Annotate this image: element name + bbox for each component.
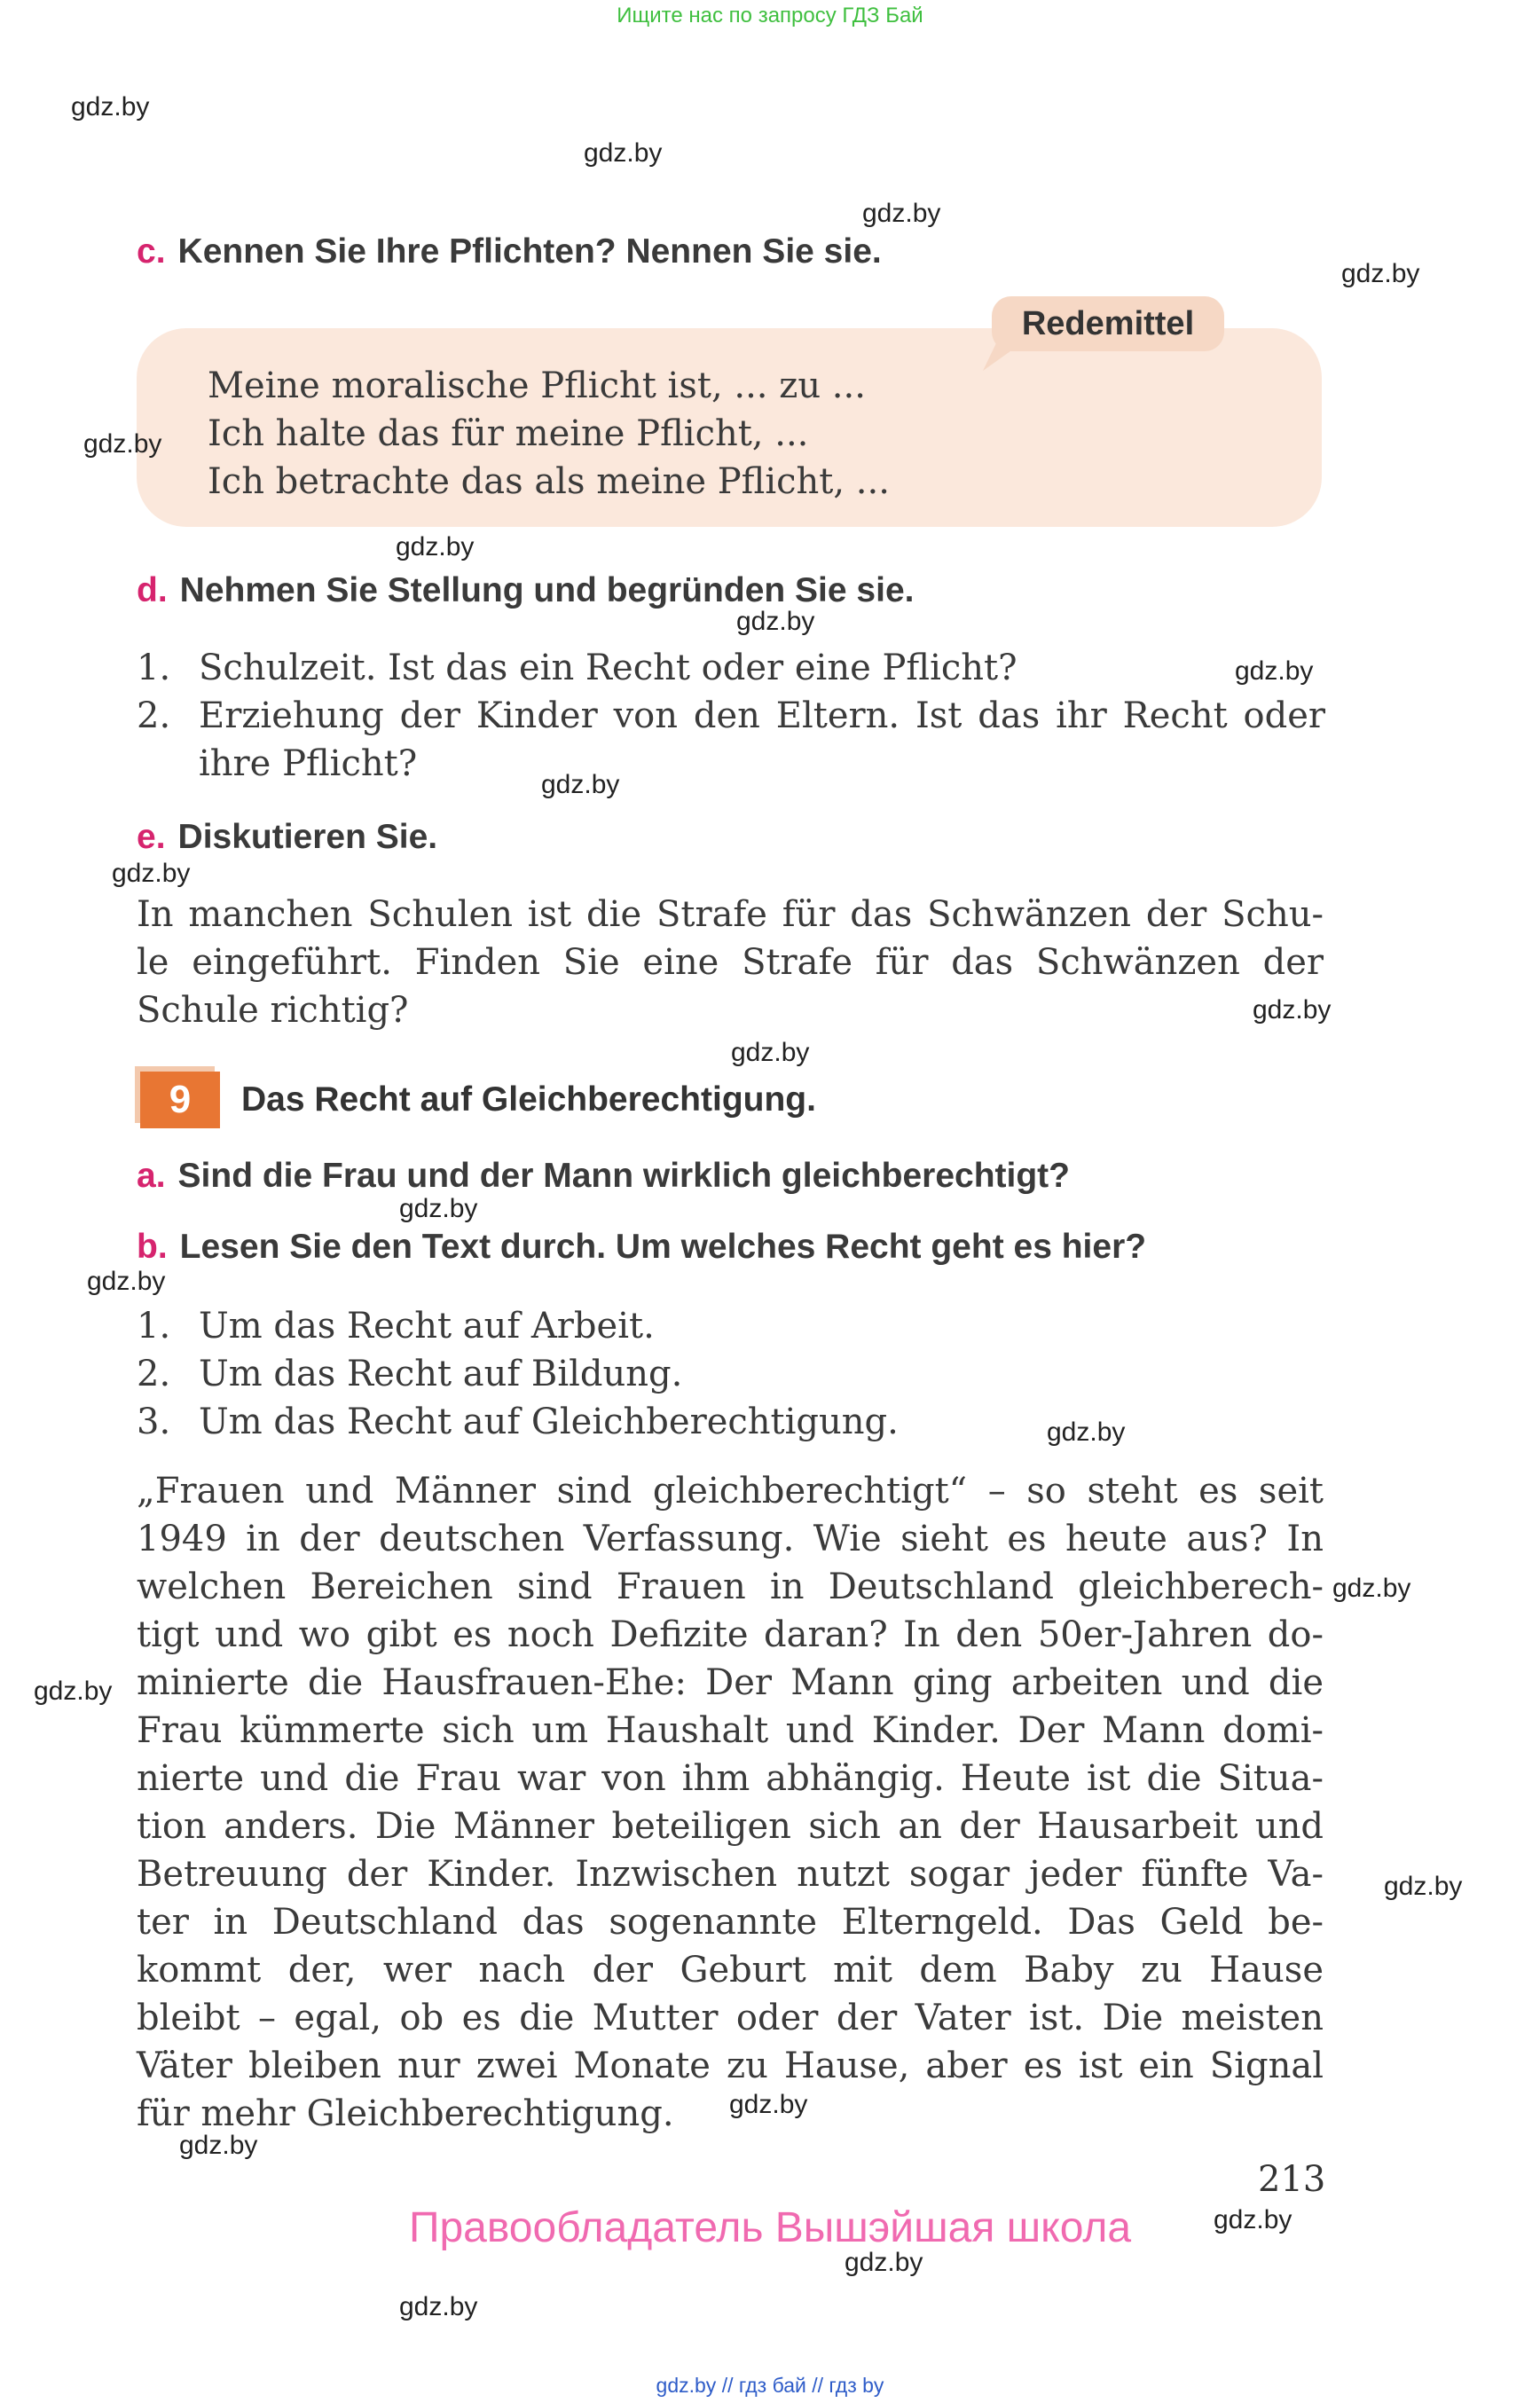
watermark: gdz.by (541, 770, 620, 799)
watermark: gdz.by (71, 92, 150, 122)
list-text: Schulzeit. Ist das ein Recht oder eine Pflicht? (199, 648, 1018, 688)
redemittel-lines (208, 362, 1272, 506)
paragraph-line: nierte und die Frau war von ihm abhängig. Heute ist die Situa- (137, 1758, 1324, 1799)
list-item (137, 1398, 1325, 1446)
paragraph-line: Schule richtig? (137, 990, 409, 1031)
task-text: Nehmen Sie Stellung und begründen Sie sie. (179, 571, 915, 609)
list-number: 2. (137, 1354, 171, 1394)
paragraph-line: le eingeführt. Finden Sie eine Strafe für das Schwänzen der (137, 942, 1324, 983)
task-letter: b. (137, 1228, 168, 1266)
top-banner: Ищите нас по запросу ГДЗ Бай (617, 4, 923, 27)
task-e (137, 818, 437, 857)
list-item (137, 644, 1325, 692)
paragraph-line: „Frauen und Männer sind gleichberechtigt“ – so steht es seit (137, 1471, 1324, 1512)
exercise9-text (137, 1467, 1324, 2138)
watermark: gdz.by (1384, 1872, 1463, 1901)
list-number: 1. (137, 1306, 171, 1347)
list-item (137, 1302, 1325, 1350)
exercise-number-badge: 9 (140, 1072, 220, 1128)
watermark: gdz.by (83, 429, 162, 459)
redemittel-label: Redemittel (992, 296, 1224, 351)
paragraph-line: tigt und wo gibt es noch Defizite daran? In den 50er-Jahren do- (137, 1614, 1324, 1655)
task-letter: c. (137, 232, 166, 271)
redemittel-line: Ich betrachte das als meine Pflicht, ... (208, 461, 890, 502)
task-c (137, 232, 882, 271)
footer-links[interactable]: gdz.by // гдз бай // гдз by (656, 2374, 884, 2397)
redemittel-line: Meine moralische Pflicht ist, ... zu ... (208, 365, 866, 406)
paragraph-line: tion anders. Die Männer beteiligen sich an der Hausarbeit und (137, 1806, 1324, 1847)
watermark: gdz.by (862, 199, 941, 228)
list-text: Erziehung der Kinder von den Eltern. Ist das ihr Recht oder ihre Pflicht? (199, 695, 1325, 784)
paragraph-line: minierte die Hausfrauen-Ehe: Der Mann ging arbeiten und die (137, 1662, 1324, 1703)
watermark: gdz.by (399, 1194, 478, 1223)
watermark: gdz.by (1332, 1574, 1411, 1603)
watermark: gdz.by (396, 532, 475, 561)
watermark: gdz.by (399, 2292, 478, 2321)
paragraph-line: 1949 in der deutschen Verfassung. Wie sieht es heute aus? In (137, 1519, 1324, 1559)
watermark: gdz.by (179, 2131, 258, 2160)
watermark: gdz.by (1047, 1417, 1126, 1447)
list-text: Um das Recht auf Arbeit. (199, 1306, 655, 1347)
list-number: 2. (137, 695, 171, 736)
list-number: 3. (137, 1402, 171, 1442)
exercise-title: Das Recht auf Gleichberechtigung. (241, 1080, 816, 1119)
watermark: gdz.by (87, 1267, 166, 1296)
paragraph-line: welchen Bereichen sind Frauen in Deutschland gleichberech- (137, 1567, 1324, 1607)
watermark: gdz.by (34, 1677, 113, 1706)
paragraph-line: bleibt – egal, ob es die Mutter oder der Vater ist. Die meisten (137, 1998, 1324, 2038)
watermark: gdz.by (845, 2248, 923, 2277)
task-d (137, 571, 914, 610)
paragraph-line: Väter bleiben nur zwei Monate zu Hause, aber es ist ein Signal (137, 2046, 1324, 2086)
list-item (137, 692, 1325, 788)
watermark: gdz.by (1341, 259, 1420, 288)
watermark: gdz.by (729, 2090, 808, 2119)
task-text: Diskutieren Sie. (177, 818, 438, 856)
paragraph-line: Frau kümmerte sich um Haushalt und Kinder. Der Mann domi- (137, 1710, 1324, 1751)
task-text: Kennen Sie Ihre Pflichten? Nennen Sie sie. (177, 232, 882, 271)
watermark: gdz.by (112, 859, 191, 888)
watermark: gdz.by (584, 138, 663, 168)
page-number: 213 (1258, 2159, 1326, 2200)
task-text: Sind die Frau und der Mann wirklich gleichberechtigt? (177, 1157, 1070, 1195)
task-9b-list (137, 1302, 1325, 1446)
task-letter: a. (137, 1157, 166, 1195)
watermark: gdz.by (1214, 2205, 1292, 2234)
task-text: Lesen Sie den Text durch. Um welches Recht geht es hier? (179, 1228, 1147, 1266)
paragraph-line: für mehr Gleichberechtigung. (137, 2093, 674, 2134)
task-e-paragraph (137, 891, 1324, 1034)
redemittel-line: Ich halte das für meine Pflicht, ... (208, 413, 809, 454)
task-9b (137, 1228, 1146, 1267)
list-text: Um das Recht auf Bildung. (199, 1354, 683, 1394)
paragraph-line: Betreuung der Kinder. Inzwischen nutzt sogar jeder fünfte Va- (137, 1854, 1324, 1895)
watermark: gdz.by (1235, 656, 1314, 686)
rights-holder: Правообладатель Вышэйшая школа (408, 2204, 1132, 2251)
watermark: gdz.by (736, 607, 815, 636)
task-d-list (137, 644, 1325, 788)
watermark: gdz.by (731, 1038, 810, 1067)
watermark: gdz.by (1253, 995, 1332, 1025)
list-text: Um das Recht auf Gleichberechtigung. (199, 1402, 899, 1442)
task-9a (137, 1157, 1070, 1196)
task-letter: e. (137, 818, 166, 856)
paragraph-line: In manchen Schulen ist die Strafe für das Schwänzen der Schu- (137, 894, 1324, 935)
list-number: 1. (137, 648, 171, 688)
paragraph-line: kommt der, wer nach der Geburt mit dem Baby zu Hause (137, 1950, 1324, 1991)
list-item (137, 1350, 1325, 1398)
task-letter: d. (137, 571, 168, 609)
paragraph-line: ter in Deutschland das sogenannte Elterngeld. Das Geld be- (137, 1902, 1324, 1943)
